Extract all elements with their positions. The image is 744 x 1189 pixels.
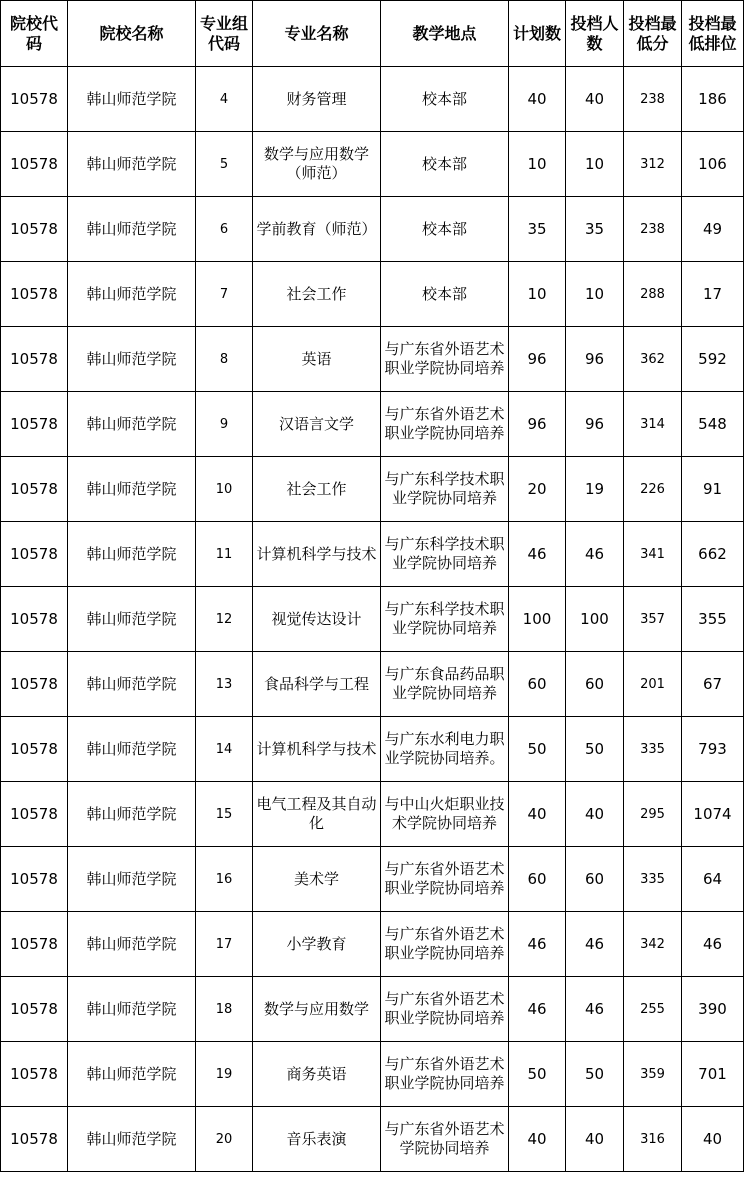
location-cell: 校本部 (381, 132, 509, 197)
min-score-cell: 342 (624, 912, 682, 977)
school-name-cell: 韩山师范学院 (68, 782, 196, 847)
location-cell: 与广东省外语艺术职业学院协同培养 (381, 977, 509, 1042)
group-code-cell: 6 (196, 197, 253, 262)
school-code-cell: 10578 (1, 847, 68, 912)
plan-count-cell: 46 (509, 977, 566, 1042)
major-name-cell: 视觉传达设计 (253, 587, 381, 652)
major-name-cell: 计算机科学与技术 (253, 522, 381, 587)
admitted-count-cell: 10 (566, 132, 624, 197)
min-score-cell: 288 (624, 262, 682, 327)
school-name-cell: 韩山师范学院 (68, 1042, 196, 1107)
header-major-name: 专业名称 (253, 1, 381, 67)
location-cell: 与广东科学技术职业学院协同培养 (381, 522, 509, 587)
group-code-cell: 15 (196, 782, 253, 847)
header-row (1, 1, 744, 67)
admitted-count-cell: 50 (566, 717, 624, 782)
plan-count-cell: 46 (509, 912, 566, 977)
school-code-cell: 10578 (1, 132, 68, 197)
header-admitted-count: 投档人数 (566, 1, 624, 67)
group-code-cell: 11 (196, 522, 253, 587)
min-score-cell: 312 (624, 132, 682, 197)
plan-count-cell: 10 (509, 132, 566, 197)
major-name-cell: 音乐表演 (253, 1107, 381, 1172)
school-name-cell: 韩山师范学院 (68, 847, 196, 912)
plan-count-cell: 50 (509, 717, 566, 782)
plan-count-cell: 96 (509, 392, 566, 457)
min-score-cell: 201 (624, 652, 682, 717)
major-name-cell: 电气工程及其自动化 (253, 782, 381, 847)
major-name-cell: 数学与应用数学 (253, 977, 381, 1042)
min-rank-cell: 106 (682, 132, 744, 197)
school-code-cell: 10578 (1, 457, 68, 522)
plan-count-cell: 40 (509, 1107, 566, 1172)
school-name-cell: 韩山师范学院 (68, 977, 196, 1042)
table-row (1, 587, 744, 652)
plan-count-cell: 96 (509, 327, 566, 392)
group-code-cell: 14 (196, 717, 253, 782)
min-score-cell: 335 (624, 847, 682, 912)
major-name-cell: 财务管理 (253, 67, 381, 132)
school-name-cell: 韩山师范学院 (68, 652, 196, 717)
table-row (1, 457, 744, 522)
plan-count-cell: 50 (509, 1042, 566, 1107)
school-name-cell: 韩山师范学院 (68, 67, 196, 132)
major-name-cell: 食品科学与工程 (253, 652, 381, 717)
table-row (1, 717, 744, 782)
location-cell: 与广东省外语艺术职业学院协同培养 (381, 847, 509, 912)
group-code-cell: 17 (196, 912, 253, 977)
school-name-cell: 韩山师范学院 (68, 197, 196, 262)
min-score-cell: 226 (624, 457, 682, 522)
min-rank-cell: 91 (682, 457, 744, 522)
admitted-count-cell: 46 (566, 977, 624, 1042)
min-rank-cell: 17 (682, 262, 744, 327)
major-name-cell: 小学教育 (253, 912, 381, 977)
plan-count-cell: 60 (509, 652, 566, 717)
location-cell: 与广东省外语艺术职业学院协同培养 (381, 1042, 509, 1107)
min-rank-cell: 64 (682, 847, 744, 912)
group-code-cell: 8 (196, 327, 253, 392)
school-code-cell: 10578 (1, 197, 68, 262)
location-cell: 与广东省外语艺术职业学院协同培养 (381, 392, 509, 457)
school-name-cell: 韩山师范学院 (68, 457, 196, 522)
table-row (1, 782, 744, 847)
header-school-name: 院校名称 (68, 1, 196, 67)
group-code-cell: 5 (196, 132, 253, 197)
admitted-count-cell: 60 (566, 847, 624, 912)
admitted-count-cell: 100 (566, 587, 624, 652)
major-name-cell: 汉语言文学 (253, 392, 381, 457)
min-score-cell: 316 (624, 1107, 682, 1172)
location-cell: 与广东科学技术职业学院协同培养 (381, 457, 509, 522)
group-code-cell: 4 (196, 67, 253, 132)
min-rank-cell: 49 (682, 197, 744, 262)
min-score-cell: 362 (624, 327, 682, 392)
location-cell: 与中山火炬职业技术学院协同培养 (381, 782, 509, 847)
school-name-cell: 韩山师范学院 (68, 1107, 196, 1172)
school-name-cell: 韩山师范学院 (68, 327, 196, 392)
plan-count-cell: 10 (509, 262, 566, 327)
major-name-cell: 计算机科学与技术 (253, 717, 381, 782)
major-name-cell: 商务英语 (253, 1042, 381, 1107)
plan-count-cell: 35 (509, 197, 566, 262)
table-row (1, 197, 744, 262)
group-code-cell: 12 (196, 587, 253, 652)
school-name-cell: 韩山师范学院 (68, 587, 196, 652)
header-school-code: 院校代码 (1, 1, 68, 67)
min-score-cell: 238 (624, 67, 682, 132)
group-code-cell: 19 (196, 1042, 253, 1107)
group-code-cell: 20 (196, 1107, 253, 1172)
min-rank-cell: 186 (682, 67, 744, 132)
location-cell: 与广东科学技术职业学院协同培养 (381, 587, 509, 652)
table-row (1, 67, 744, 132)
school-name-cell: 韩山师范学院 (68, 132, 196, 197)
admitted-count-cell: 40 (566, 782, 624, 847)
admitted-count-cell: 50 (566, 1042, 624, 1107)
min-rank-cell: 67 (682, 652, 744, 717)
major-name-cell: 数学与应用数学（师范） (253, 132, 381, 197)
min-rank-cell: 46 (682, 912, 744, 977)
location-cell: 与广东省外语艺术职业学院协同培养 (381, 912, 509, 977)
location-cell: 校本部 (381, 67, 509, 132)
group-code-cell: 9 (196, 392, 253, 457)
school-name-cell: 韩山师范学院 (68, 717, 196, 782)
admitted-count-cell: 96 (566, 327, 624, 392)
admitted-count-cell: 60 (566, 652, 624, 717)
min-rank-cell: 793 (682, 717, 744, 782)
table-row (1, 132, 744, 197)
major-name-cell: 学前教育（师范） (253, 197, 381, 262)
min-score-cell: 341 (624, 522, 682, 587)
min-rank-cell: 1074 (682, 782, 744, 847)
min-score-cell: 359 (624, 1042, 682, 1107)
school-name-cell: 韩山师范学院 (68, 392, 196, 457)
group-code-cell: 13 (196, 652, 253, 717)
group-code-cell: 7 (196, 262, 253, 327)
school-code-cell: 10578 (1, 652, 68, 717)
table-row (1, 847, 744, 912)
group-code-cell: 18 (196, 977, 253, 1042)
major-name-cell: 社会工作 (253, 457, 381, 522)
plan-count-cell: 20 (509, 457, 566, 522)
plan-count-cell: 46 (509, 522, 566, 587)
school-code-cell: 10578 (1, 912, 68, 977)
admitted-count-cell: 46 (566, 912, 624, 977)
min-score-cell: 314 (624, 392, 682, 457)
min-rank-cell: 390 (682, 977, 744, 1042)
header-min-score: 投档最低分 (624, 1, 682, 67)
min-rank-cell: 701 (682, 1042, 744, 1107)
location-cell: 校本部 (381, 262, 509, 327)
location-cell: 与广东水利电力职业学院协同培养。 (381, 717, 509, 782)
table-row (1, 652, 744, 717)
group-code-cell: 10 (196, 457, 253, 522)
school-code-cell: 10578 (1, 1107, 68, 1172)
admitted-count-cell: 19 (566, 457, 624, 522)
admitted-count-cell: 10 (566, 262, 624, 327)
min-score-cell: 335 (624, 717, 682, 782)
school-code-cell: 10578 (1, 587, 68, 652)
min-score-cell: 295 (624, 782, 682, 847)
min-rank-cell: 548 (682, 392, 744, 457)
school-code-cell: 10578 (1, 1042, 68, 1107)
admitted-count-cell: 96 (566, 392, 624, 457)
location-cell: 与广东省外语艺术学院协同培养 (381, 1107, 509, 1172)
school-code-cell: 10578 (1, 327, 68, 392)
min-score-cell: 357 (624, 587, 682, 652)
school-code-cell: 10578 (1, 262, 68, 327)
table-row (1, 977, 744, 1042)
school-code-cell: 10578 (1, 522, 68, 587)
school-name-cell: 韩山师范学院 (68, 262, 196, 327)
school-code-cell: 10578 (1, 782, 68, 847)
school-code-cell: 10578 (1, 977, 68, 1042)
table-row (1, 1042, 744, 1107)
table-row (1, 262, 744, 327)
school-name-cell: 韩山师范学院 (68, 912, 196, 977)
min-rank-cell: 592 (682, 327, 744, 392)
plan-count-cell: 40 (509, 67, 566, 132)
major-name-cell: 美术学 (253, 847, 381, 912)
major-name-cell: 社会工作 (253, 262, 381, 327)
plan-count-cell: 40 (509, 782, 566, 847)
location-cell: 与广东省外语艺术职业学院协同培养 (381, 327, 509, 392)
table-row (1, 522, 744, 587)
header-min-rank: 投档最低排位 (682, 1, 744, 67)
school-name-cell: 韩山师范学院 (68, 522, 196, 587)
table-row (1, 327, 744, 392)
admitted-count-cell: 40 (566, 67, 624, 132)
min-rank-cell: 40 (682, 1107, 744, 1172)
school-code-cell: 10578 (1, 392, 68, 457)
min-rank-cell: 662 (682, 522, 744, 587)
school-code-cell: 10578 (1, 717, 68, 782)
table-row (1, 392, 744, 457)
header-location: 教学地点 (381, 1, 509, 67)
group-code-cell: 16 (196, 847, 253, 912)
table-row (1, 912, 744, 977)
admitted-count-cell: 40 (566, 1107, 624, 1172)
admitted-count-cell: 46 (566, 522, 624, 587)
school-code-cell: 10578 (1, 67, 68, 132)
plan-count-cell: 100 (509, 587, 566, 652)
location-cell: 校本部 (381, 197, 509, 262)
min-score-cell: 238 (624, 197, 682, 262)
plan-count-cell: 60 (509, 847, 566, 912)
header-plan-count: 计划数 (509, 1, 566, 67)
major-name-cell: 英语 (253, 327, 381, 392)
min-rank-cell: 355 (682, 587, 744, 652)
header-group-code: 专业组代码 (196, 1, 253, 67)
table-row (1, 1107, 744, 1172)
location-cell: 与广东食品药品职业学院协同培养 (381, 652, 509, 717)
min-score-cell: 255 (624, 977, 682, 1042)
admitted-count-cell: 35 (566, 197, 624, 262)
table-body (1, 67, 744, 1172)
